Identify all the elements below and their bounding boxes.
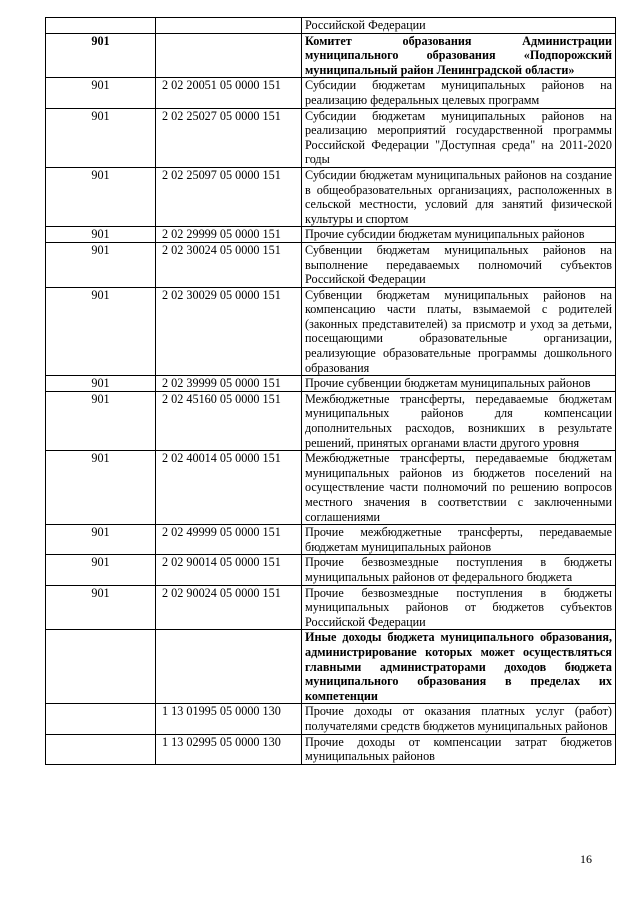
table-row	[46, 525, 616, 555]
table-row	[46, 704, 616, 734]
document-page	[45, 17, 615, 765]
admin-code-cell: 901	[46, 242, 156, 287]
revenue-name-cell: Комитет образования Администрации муниципального образования «Подпорожский муниципальный район Ленинградской области»	[302, 33, 616, 78]
admin-code-cell: 901	[46, 391, 156, 450]
revenue-code-cell: 2 02 40014 05 0000 151	[156, 451, 302, 525]
revenue-code-cell: 2 02 25027 05 0000 151	[156, 108, 302, 167]
revenue-code-cell: 2 02 30029 05 0000 151	[156, 287, 302, 376]
revenue-code-cell	[156, 33, 302, 78]
admin-code-cell: 901	[46, 78, 156, 108]
revenue-code-cell: 1 13 01995 05 0000 130	[156, 704, 302, 734]
table-row	[46, 734, 616, 764]
revenue-code-cell: 2 02 20051 05 0000 151	[156, 78, 302, 108]
revenue-name-cell: Прочие безвозмездные поступления в бюджеты муниципальных районов от бюджетов субъектов Российской Федерации	[302, 585, 616, 630]
page-number: 16	[580, 852, 592, 866]
revenue-code-cell: 2 02 45160 05 0000 151	[156, 391, 302, 450]
revenue-code-cell: 1 13 02995 05 0000 130	[156, 734, 302, 764]
admin-code-cell: 901	[46, 167, 156, 226]
revenue-name-cell: Субсидии бюджетам муниципальных районов на реализацию мероприятий государственной программы Российской Федерации "Доступная среда" на 2011-2020 годы	[302, 108, 616, 167]
table-row	[46, 78, 616, 108]
table-row	[46, 227, 616, 243]
revenue-codes-table	[45, 17, 616, 765]
revenue-name-cell: Прочие доходы от компенсации затрат бюджетов муниципальных районов	[302, 734, 616, 764]
admin-code-cell: 901	[46, 525, 156, 555]
revenue-code-cell: 2 02 90014 05 0000 151	[156, 555, 302, 585]
admin-code-cell	[46, 18, 156, 34]
revenue-code-cell: 2 02 90024 05 0000 151	[156, 585, 302, 630]
table-body	[46, 18, 616, 765]
table-row	[46, 242, 616, 287]
revenue-name-cell: Межбюджетные трансферты, передаваемые бюджетам муниципальных районов из бюджетов поселений на осуществление части полномочий по решению вопросов местного значения в соответствии с заключенными соглашениями	[302, 451, 616, 525]
table-row	[46, 451, 616, 525]
table-row	[46, 108, 616, 167]
table-row	[46, 33, 616, 78]
revenue-code-cell	[156, 630, 302, 704]
admin-code-cell	[46, 734, 156, 764]
revenue-name-cell: Прочие межбюджетные трансферты, передаваемые бюджетам муниципальных районов	[302, 525, 616, 555]
table-row	[46, 376, 616, 392]
revenue-name-cell: Прочие доходы от оказания платных услуг (работ) получателями средств бюджетов муниципальных районов	[302, 704, 616, 734]
revenue-name-cell: Прочие субвенции бюджетам муниципальных районов	[302, 376, 616, 392]
table-row	[46, 391, 616, 450]
revenue-code-cell: 2 02 29999 05 0000 151	[156, 227, 302, 243]
revenue-code-cell	[156, 18, 302, 34]
revenue-name-cell: Субвенции бюджетам муниципальных районов на компенсацию части платы, взымаемой с родителей (законных представителей) за присмотр и уход за детьми, посещающими образовательные организации, реализующие образовательные программы дошкольного образования	[302, 287, 616, 376]
admin-code-cell	[46, 630, 156, 704]
revenue-code-cell: 2 02 25097 05 0000 151	[156, 167, 302, 226]
admin-code-cell: 901	[46, 376, 156, 392]
admin-code-cell: 901	[46, 33, 156, 78]
revenue-name-cell: Российской Федерации	[302, 18, 616, 34]
admin-code-cell: 901	[46, 555, 156, 585]
admin-code-cell: 901	[46, 227, 156, 243]
revenue-name-cell: Иные доходы бюджета муниципального образования, администрирование которых может осуществляться главными администраторами доходов бюджета муниципального образования в пределах их компетенции	[302, 630, 616, 704]
revenue-code-cell: 2 02 39999 05 0000 151	[156, 376, 302, 392]
admin-code-cell: 901	[46, 108, 156, 167]
revenue-name-cell: Субсидии бюджетам муниципальных районов на создание в общеобразовательных организациях, расположенных в сельской местности, условий для занятий физической культуры и спортом	[302, 167, 616, 226]
table-row	[46, 18, 616, 34]
revenue-code-cell: 2 02 49999 05 0000 151	[156, 525, 302, 555]
table-row	[46, 585, 616, 630]
revenue-name-cell: Субсидии бюджетам муниципальных районов на реализацию федеральных целевых программ	[302, 78, 616, 108]
table-row	[46, 555, 616, 585]
admin-code-cell	[46, 704, 156, 734]
table-row	[46, 287, 616, 376]
admin-code-cell: 901	[46, 287, 156, 376]
admin-code-cell: 901	[46, 585, 156, 630]
table-row	[46, 167, 616, 226]
revenue-name-cell: Межбюджетные трансферты, передаваемые бюджетам муниципальных районов для компенсации дополнительных расходов, возникших в результате решений, принятых органами власти другого уровня	[302, 391, 616, 450]
revenue-name-cell: Субвенции бюджетам муниципальных районов на выполнение передаваемых полномочий субъектов Российской Федерации	[302, 242, 616, 287]
revenue-name-cell: Прочие безвозмездные поступления в бюджеты муниципальных районов от федерального бюджета	[302, 555, 616, 585]
revenue-name-cell: Прочие субсидии бюджетам муниципальных районов	[302, 227, 616, 243]
admin-code-cell: 901	[46, 451, 156, 525]
revenue-code-cell: 2 02 30024 05 0000 151	[156, 242, 302, 287]
table-row	[46, 630, 616, 704]
